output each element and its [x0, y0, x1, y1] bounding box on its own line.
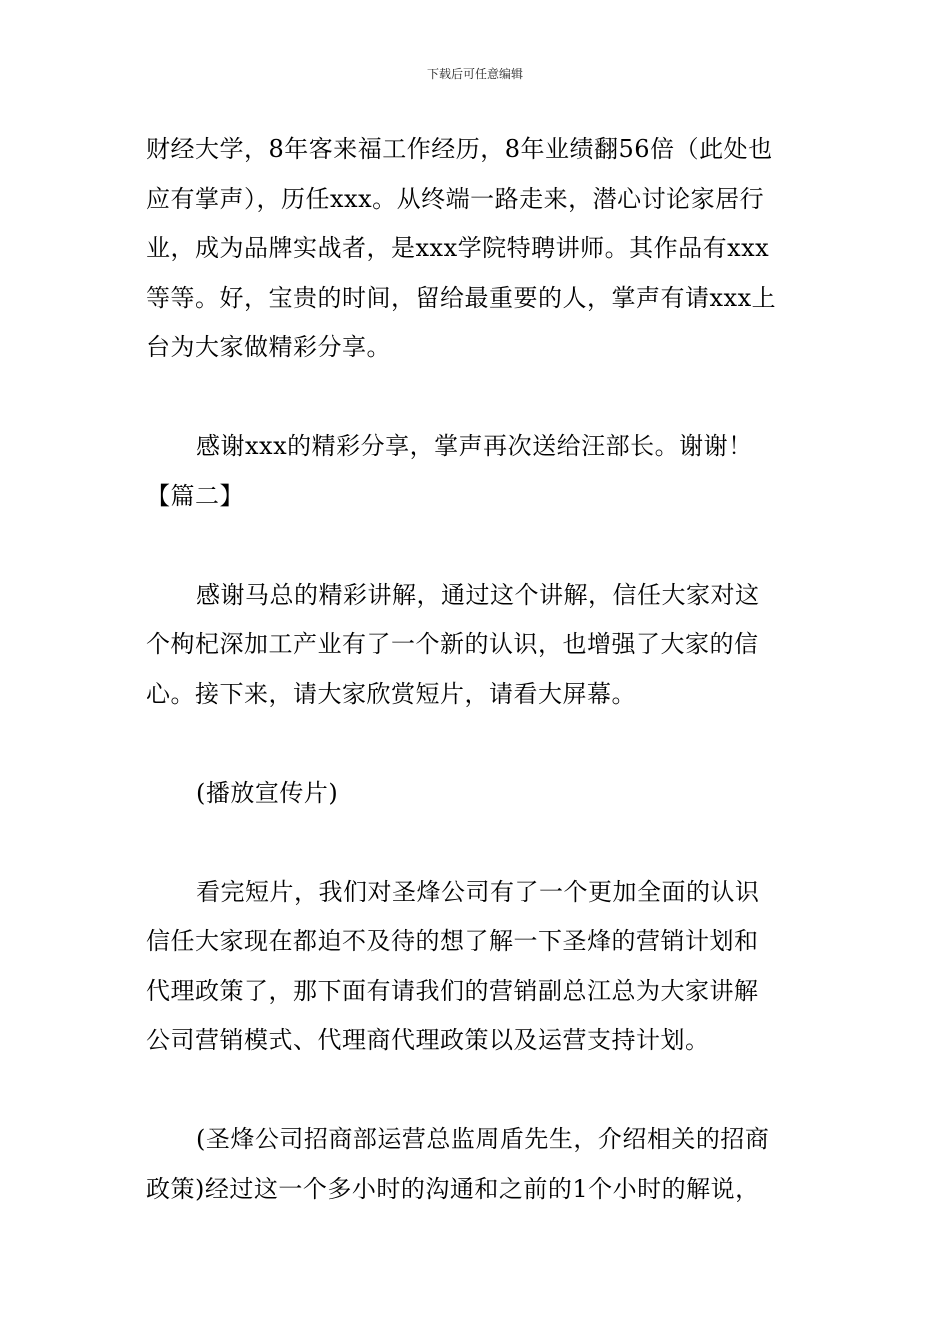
paragraph-gap	[146, 1066, 808, 1116]
paragraph-speaker-intro	[146, 125, 808, 373]
paragraph-investment-policy	[146, 1115, 808, 1214]
text-line: 应有掌声），历任xxx。从终端一路走来，潜心讨论家居行	[146, 184, 765, 213]
text-line: 信任大家现在都迫不及待的想了解一下圣烽的营销计划和	[146, 927, 759, 955]
text-line: 看完短片，我们对圣烽公司有了一个更加全面的认识	[196, 877, 760, 906]
section-heading: 【篇二】	[146, 481, 244, 510]
paragraph-gap	[146, 818, 808, 868]
text-line: (播放宣传片)	[196, 778, 339, 807]
section-heading-part-two	[146, 472, 808, 522]
document-body	[146, 125, 808, 1214]
text-line: 台为大家做精彩分享。	[146, 333, 391, 361]
text-line: 等等。好，宝贵的时间，留给最重要的人，掌声有请xxx上	[146, 283, 777, 312]
text-line: 代理政策了，那下面有请我们的营销副总江总为大家讲解	[146, 976, 759, 1005]
paragraph-gap	[146, 719, 808, 769]
paragraph-play-video	[146, 769, 808, 819]
text-line: 财经大学，8年客来福工作经历，8年业绩翻56倍（此处也	[146, 135, 773, 163]
text-line: 公司营销模式、代理商代理政策以及运营支持计划。	[146, 1026, 710, 1054]
text-line: 心。接下来，请大家欣赏短片，请看大屏幕。	[146, 679, 636, 708]
text-line: 感谢马总的精彩讲解，通过这个讲解，信任大家对这	[196, 580, 760, 609]
text-line: 政策)经过这一个多小时的沟通和之前的1个小时的解说，	[146, 1174, 760, 1203]
text-line: 个枸杞深加工产业有了一个新的认识，也增强了大家的信	[146, 630, 759, 658]
text-line: 业，成为品牌实战者，是xxx学院特聘讲师。其作品有xxx	[146, 234, 770, 262]
paragraph-after-video	[146, 868, 808, 1066]
paragraph-gap	[146, 373, 808, 423]
paragraph-thanks-ma	[146, 571, 808, 720]
paragraph-gap	[146, 521, 808, 571]
paragraph-thanks	[146, 422, 808, 472]
text-line: (圣烽公司招商部运营总监周盾先生，介绍相关的招商	[196, 1125, 770, 1153]
page-header-note: 下载后可任意编辑	[426, 67, 523, 81]
text-line: 感谢xxx的精彩分享，掌声再次送给汪部长。谢谢！	[196, 432, 753, 460]
